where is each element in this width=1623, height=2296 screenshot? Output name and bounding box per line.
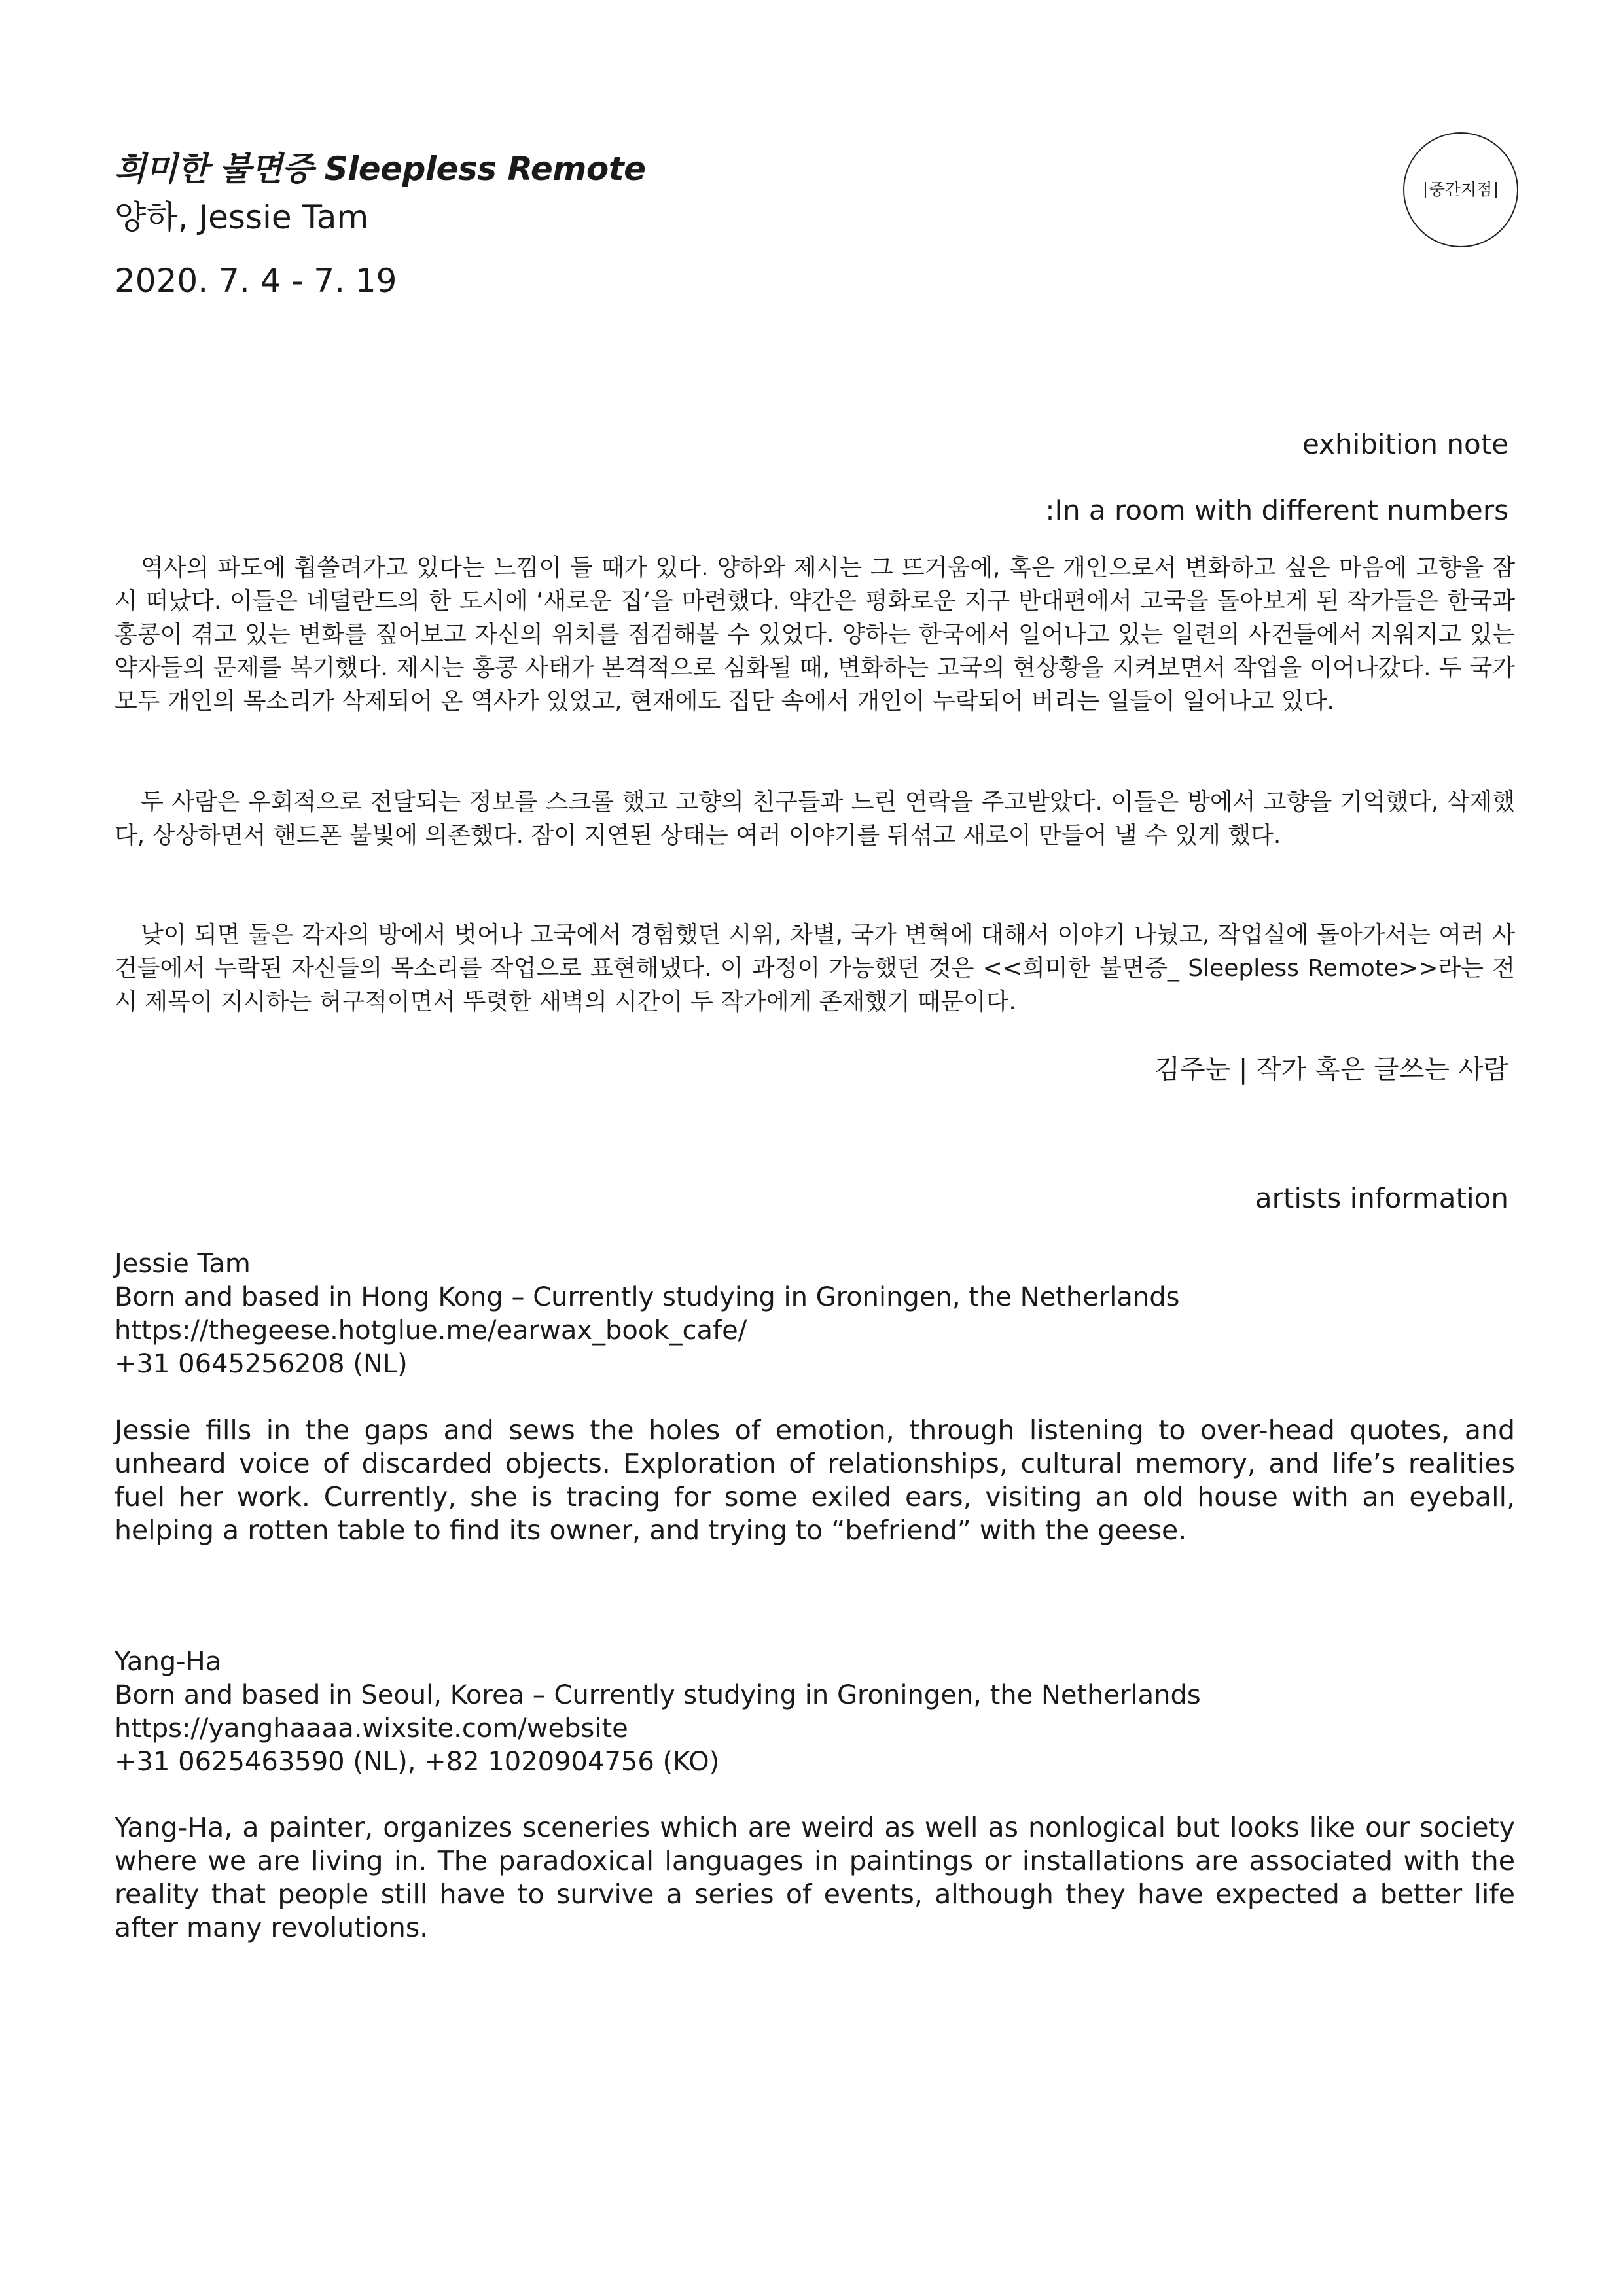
exhibition-title: 희미한 불면증 Sleepless Remote	[115, 150, 646, 188]
artist-description-yangha: Yang-Ha, a painter, organizes sceneries which are weird as well as nonlogical but looks like our society where we are living in. The paradoxical languages in paintings or installations are associated with the reality that people still have to survive a series of events, although they have expected a better life after many revolutions.	[115, 1812, 1515, 1943]
artist-description-jessie: Jessie fills in the gaps and sews the holes of emotion, through listening to over-head quotes, and unheard voice of discarded objects. Exploration of relationships, cultural memory, and life’s realities fuel her work. Currently, she is tracing for some exiled ears, visiting an old house with an eyeball, helping a rotten table to find its owner, and trying to “befriend” with the geese.	[115, 1414, 1515, 1546]
artist-url[interactable]: https://yanghaaaa.wixsite.com/website	[115, 1713, 628, 1744]
note-paragraph-3: 낮이 되면 둘은 각자의 방에서 벗어나 고국에서 경험했던 시위, 차별, 국가 변혁에 대해서 이야기 나눴고, 작업실에 돌아가서는 여러 사건들에서 누락된 자신들의 목소리를 작업으로 표현해냈다. 이 과정이 가능했던 것은 <<희미한 불면증_ Sleepless Remote>>라는 전시 제목이 지시하는 허구적이면서 뚜렷한 새벽의 시간이 두 작가에게 존재했기 때문이다.	[115, 922, 1515, 1015]
artist-block-jessie	[115, 1247, 1515, 1381]
artist-name: Jessie Tam	[115, 1249, 251, 1279]
artists-info-label: artists information	[1255, 1182, 1508, 1214]
note-signature: 김주눈 | 작가 혹은 글쓰는 사람	[1154, 1054, 1508, 1085]
note-paragraph-1: 역사의 파도에 휩쓸려가고 있다는 느낌이 들 때가 있다. 양하와 제시는 그 뜨거움에, 혹은 개인으로서 변화하고 싶은 마음에 고향을 잠시 떠났다. 이들은 네덜란드의 한 도시에 ‘새로운 집’을 마련했다. 약간은 평화로운 지구 반대편에서 고국을 돌아보게 된 작가들은 한국과 홍콩이 겪고 있는 변화를 짚어보고 자신의 위치를 점검해볼 수 있었다. 양하는 한국에서 일어나고 있는 일련의 사건들에서 지워지고 있는 약자들의 문제를 복기했다. 제시는 홍콩 사태가 본격적으로 심화될 때, 변화하는 고국의 현상황을 지켜보면서 작업을 이어나갔다. 두 국가 모두 개인의 목소리가 삭제되어 온 역사가 있었고, 현재에도 집단 속에서 개인이 누락되어 버리는 일들이 일어나고 있다.	[115, 554, 1515, 715]
artist-bio: Born and based in Hong Kong – Currently studying in Groningen, the Netherlands	[115, 1282, 1180, 1312]
note-paragraph-2: 두 사람은 우회적으로 전달되는 정보를 스크롤 했고 고향의 친구들과 느린 연락을 주고받았다. 이들은 방에서 고향을 기억했다, 삭제했다, 상상하면서 핸드폰 불빛에 의존했다. 잠이 지연된 상태는 여러 이야기를 뒤섞고 새로이 만들어 낼 수 있게 했다.	[115, 789, 1515, 849]
artist-name: Yang-Ha	[115, 1647, 222, 1677]
venue-logo	[1403, 132, 1518, 247]
venue-logo-text: 중간지점	[1425, 182, 1497, 198]
artist-names: 양하, Jessie Tam	[115, 198, 369, 236]
artist-url[interactable]: https://thegeese.hotglue.me/earwax_book_cafe/	[115, 1316, 747, 1346]
exhibition-note-label: exhibition note	[1302, 428, 1508, 460]
artist-bio: Born and based in Seoul, Korea – Currently studying in Groningen, the Netherlands	[115, 1680, 1201, 1710]
artist-phone: +31 0645256208 (NL)	[115, 1349, 408, 1379]
artist-phone: +31 0625463590 (NL), +82 1020904756 (KO)	[115, 1747, 720, 1777]
note-subtitle: :In a room with different numbers	[1045, 494, 1508, 526]
artist-block-yangha	[115, 1645, 1515, 1779]
exhibition-dates: 2020. 7. 4 - 7. 19	[115, 262, 397, 300]
